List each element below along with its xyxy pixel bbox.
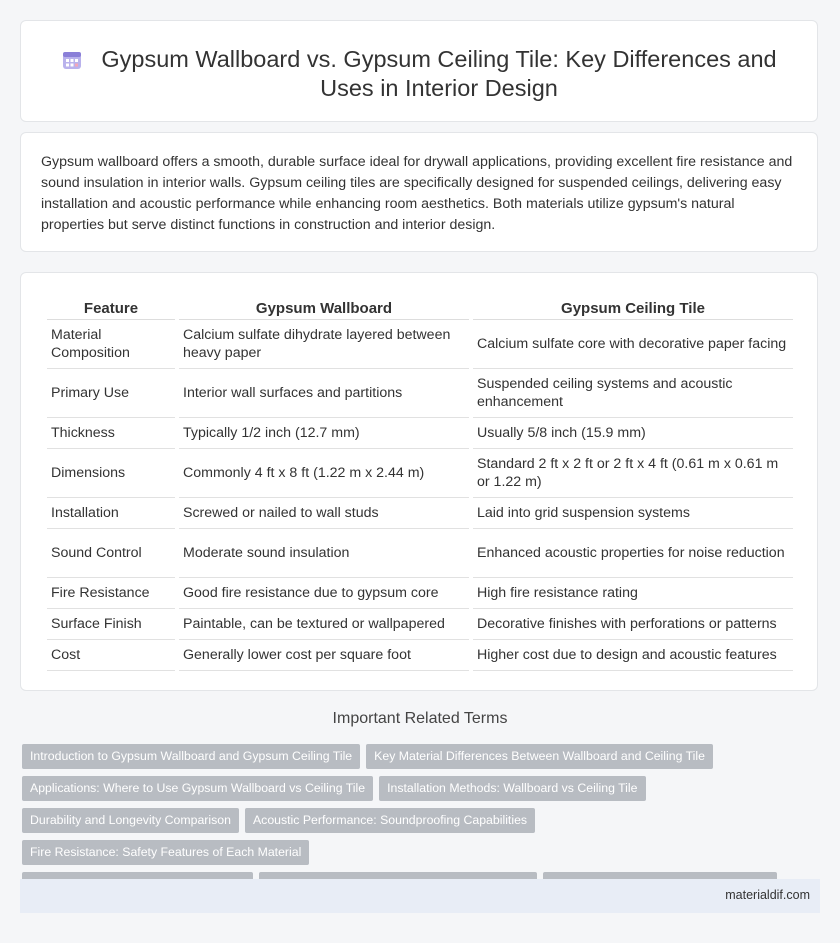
table-row xyxy=(47,418,793,449)
table-row xyxy=(47,369,793,418)
feature-cell: Surface Finish xyxy=(47,609,175,640)
header-card xyxy=(20,20,818,122)
table-row xyxy=(47,529,793,578)
wallboard-cell: Generally lower cost per square foot xyxy=(179,640,469,671)
comparison-table xyxy=(43,297,797,671)
comparison-card xyxy=(20,272,818,691)
calendar-grid-icon xyxy=(61,49,83,71)
feature-cell: Material Composition xyxy=(47,320,175,369)
ceiling-tile-cell: High fire resistance rating xyxy=(473,578,793,609)
feature-cell: Primary Use xyxy=(47,369,175,418)
related-terms-heading: Important Related Terms xyxy=(332,710,508,727)
wallboard-cell: Screwed or nailed to wall studs xyxy=(179,498,469,529)
ceiling-tile-cell: Calcium sulfate core with decorative paper facing xyxy=(473,320,793,369)
ceiling-tile-cell: Decorative finishes with perforations or patterns xyxy=(473,609,793,640)
table-row xyxy=(47,320,793,369)
wallboard-cell: Interior wall surfaces and partitions xyxy=(179,369,469,418)
related-term-tag[interactable]: Durability and Longevity Comparison xyxy=(22,808,239,833)
related-term-tag[interactable]: Applications: Where to Use Gypsum Wallboard vs Ceiling Tile xyxy=(22,776,373,801)
table-header-row xyxy=(47,297,793,320)
wallboard-cell: Good fire resistance due to gypsum core xyxy=(179,578,469,609)
column-header-wallboard: Gypsum Wallboard xyxy=(179,297,469,320)
related-term-tag[interactable]: Key Material Differences Between Wallboard and Ceiling Tile xyxy=(366,744,713,769)
ceiling-tile-cell: Suspended ceiling systems and acoustic enhancement xyxy=(473,369,793,418)
feature-cell: Fire Resistance xyxy=(47,578,175,609)
intro-paragraph: Gypsum wallboard offers a smooth, durable surface ideal for drywall applications, providing excellent fire resistance and sound insulation in interior walls. Gypsum ceiling tiles are specifically designed for suspended ceilings, delivering easy installation and acoustic performance while enhancing room aesthetics. Both materials utilize gypsum's natural properties but serve distinct functions in construction and interior design. xyxy=(41,154,793,233)
related-term-tag[interactable]: Installation Methods: Wallboard vs Ceiling Tile xyxy=(379,776,645,801)
table-row xyxy=(47,578,793,609)
wallboard-cell: Typically 1/2 inch (12.7 mm) xyxy=(179,418,469,449)
wallboard-cell: Paintable, can be textured or wallpapered xyxy=(179,609,469,640)
column-header-feature: Feature xyxy=(47,297,175,320)
feature-cell: Cost xyxy=(47,640,175,671)
wallboard-cell: Moderate sound insulation xyxy=(179,529,469,578)
feature-cell: Dimensions xyxy=(47,449,175,498)
table-row xyxy=(47,609,793,640)
footer-site-link[interactable]: materialdif.com xyxy=(725,888,810,902)
title-wrap xyxy=(61,45,797,103)
intro-card xyxy=(20,132,818,252)
ceiling-tile-cell: Laid into grid suspension systems xyxy=(473,498,793,529)
table-row xyxy=(47,498,793,529)
wallboard-cell: Calcium sulfate dihydrate layered between heavy paper xyxy=(179,320,469,369)
related-term-tag[interactable]: Introduction to Gypsum Wallboard and Gypsum Ceiling Tile xyxy=(22,744,360,769)
column-header-ceiling-tile: Gypsum Ceiling Tile xyxy=(473,297,793,320)
feature-cell: Thickness xyxy=(47,418,175,449)
ceiling-tile-cell: Higher cost due to design and acoustic features xyxy=(473,640,793,671)
feature-cell: Installation xyxy=(47,498,175,529)
feature-cell: Sound Control xyxy=(47,529,175,578)
page-title: Gypsum Wallboard vs. Gypsum Ceiling Tile: Key Differences and Uses in Interior Design xyxy=(101,46,777,101)
table-row xyxy=(47,449,793,498)
ceiling-tile-cell: Usually 5/8 inch (15.9 mm) xyxy=(473,418,793,449)
wallboard-cell: Commonly 4 ft x 8 ft (1.22 m x 2.44 m) xyxy=(179,449,469,498)
related-term-tag[interactable]: Acoustic Performance: Soundproofing Capabilities xyxy=(245,808,535,833)
table-row xyxy=(47,640,793,671)
ceiling-tile-cell: Enhanced acoustic properties for noise reduction xyxy=(473,529,793,578)
related-term-tag[interactable]: Fire Resistance: Safety Features of Each Material xyxy=(22,840,309,865)
ceiling-tile-cell: Standard 2 ft x 2 ft or 2 ft x 4 ft (0.61 m x 0.61 m or 1.22 m) xyxy=(473,449,793,498)
footer xyxy=(20,879,820,913)
